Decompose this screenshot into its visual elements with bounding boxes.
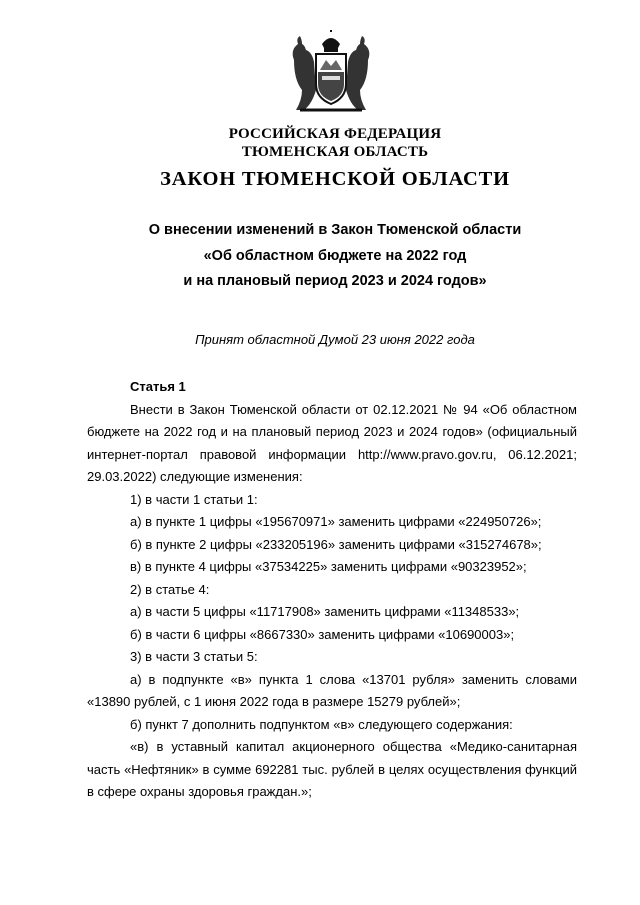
intro-paragraph: Внести в Закон Тюменской области от 02.12.2021 № 94 «Об областном бюджете на 2022 год и на плановый период 2023 и 2024 годов» (официальный интернет-портал правовой информации http://www.pravo.gov.ru, 06.12.2021; 29.03.2022) следующие изменения: [87, 401, 577, 484]
article-heading: Статья 1 [130, 379, 186, 394]
list-item: б) в пункте 2 цифры «233205196» заменить цифрами «315274678»; [130, 536, 542, 552]
list-item: 1) в части 1 статьи 1: [130, 491, 258, 507]
list-item: а) в части 5 цифры «11717908» заменить цифрами «11348533»; [130, 604, 520, 619]
document-title-line: «Об областном бюджете на 2022 год [203, 248, 467, 264]
list-item: б) пункт 7 дополнить подпунктом «в» следующего содержания: [130, 716, 513, 732]
adoption-note: Принят областной Думой 23 июня 2022 года [195, 332, 475, 347]
list-item: а) в подпункте «в» пункта 1 слова «13701 рубля» заменить словами «13890 рублей, с 1 июня 2022 года в размере 15279 рублей»; [87, 671, 577, 709]
country-name: РОССИЙСКАЯ ФЕДЕРАЦИЯ [228, 126, 442, 142]
list-item: в) в пункте 4 цифры «37534225» заменить цифрами «90323952»; [130, 559, 527, 574]
region-name: ТЮМЕНСКАЯ ОБЛАСТЬ [241, 144, 429, 160]
document-title-line: и на плановый период 2023 и 2024 годов» [183, 273, 487, 289]
list-item: 2) в статье 4: [130, 581, 210, 597]
list-item: а) в пункте 1 цифры «195670971» заменить цифрами «224950726»; [130, 514, 542, 529]
law-heading: ЗАКОН ТЮМЕНСКОЙ ОБЛАСТИ [160, 168, 510, 190]
list-item: «в) в уставный капитал акционерного общества «Медико-санитарная часть «Нефтяник» в сумме 692281 тыс. рублей в целях осуществления функций в сфере охраны здоровья граждан.»; [87, 739, 577, 799]
document-body [87, 376, 577, 804]
list-item: 3) в части 3 статьи 5: [130, 649, 258, 664]
coat-of-arms-icon [286, 30, 376, 114]
document-title-line: О внесении изменений в Закон Тюменской области [148, 222, 522, 238]
list-item: б) в части 6 цифры «8667330» заменить цифрами «10690003»; [130, 626, 515, 642]
